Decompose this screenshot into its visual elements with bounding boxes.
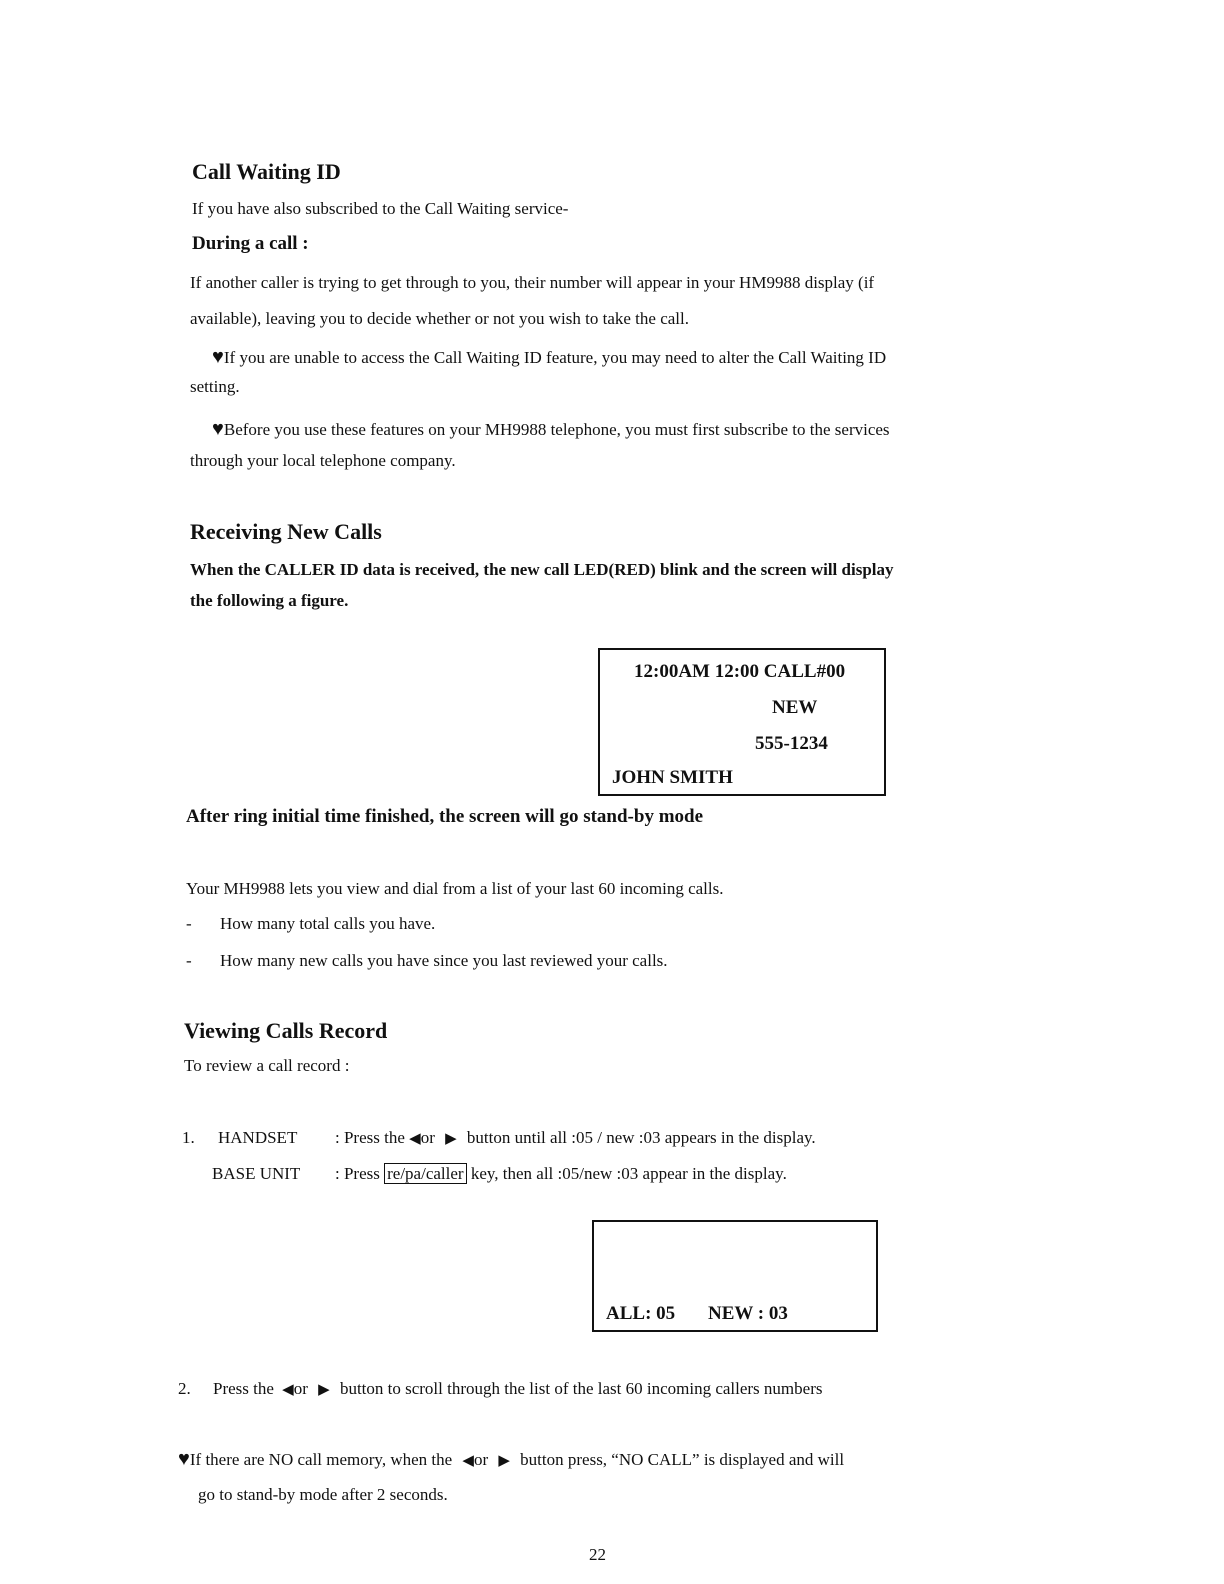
section-title-viewing-calls-record: Viewing Calls Record bbox=[184, 1018, 388, 1043]
lcd-time-row: 12:00AM 12:00 CALL#00 bbox=[634, 661, 846, 682]
subtitle-during-call: During a call : bbox=[192, 233, 309, 254]
step2-button-text: button to scroll through the list of the last 60 incoming callers numbers bbox=[339, 1379, 823, 1398]
heart-icon: ♥ bbox=[178, 1448, 190, 1470]
base-key-text: key, then all :05/new :03 appear in the display. bbox=[470, 1164, 787, 1183]
section-title-call-waiting-id: Call Waiting ID bbox=[192, 159, 341, 184]
step1-label: HANDSET bbox=[218, 1128, 298, 1147]
cwid-para1-line2: available), leaving you to decide whether or not you wish to take the call. bbox=[190, 309, 689, 328]
lcd-new-label: NEW bbox=[772, 697, 818, 718]
step1-button-text: button until all :05 / new :03 appears in the display. bbox=[466, 1128, 816, 1147]
base-unit-text bbox=[335, 1164, 787, 1184]
list-item-new bbox=[186, 951, 668, 971]
no-call-note-a: If there are NO call memory, when the bbox=[189, 1450, 453, 1469]
list-item-total-text: How many total calls you have. bbox=[220, 914, 436, 933]
receiving-line2: the following a figure. bbox=[190, 591, 349, 610]
no-call-note-b: button press, “NO CALL” is displayed and will bbox=[520, 1450, 845, 1469]
step1-num: 1. bbox=[182, 1128, 195, 1147]
step2-press: Press the bbox=[213, 1379, 274, 1398]
lcd-caller-name: JOHN SMITH bbox=[612, 767, 733, 788]
or-text: or bbox=[420, 1128, 435, 1147]
cwid-note1-text: If you are unable to access the Call Waiting ID feature, you may need to alter the Call Waiting ID bbox=[223, 348, 887, 367]
cwid-para1-line1: If another caller is trying to get through to you, their number will appear in your HM9988 display (if bbox=[190, 273, 875, 292]
lcd-display-new-call bbox=[598, 648, 886, 796]
cwid-note1-line1 bbox=[212, 347, 886, 368]
page-number: 22 bbox=[589, 1545, 606, 1564]
step2-num: 2. bbox=[178, 1379, 191, 1398]
left-arrow-icon: ◀ bbox=[282, 1382, 294, 1398]
step1-text bbox=[335, 1128, 816, 1148]
cwid-note1-line2: setting. bbox=[190, 377, 240, 396]
list-intro: Your MH9988 lets you view and dial from a list of your last 60 incoming calls. bbox=[186, 879, 724, 898]
lcd-display-call-count bbox=[592, 1220, 878, 1332]
step2-text bbox=[213, 1379, 822, 1399]
viewing-intro: To review a call record : bbox=[184, 1056, 350, 1075]
list-item-total bbox=[186, 914, 436, 934]
base-unit-label: BASE UNIT bbox=[212, 1164, 301, 1183]
right-arrow-icon: ▶ bbox=[498, 1453, 510, 1469]
list-dash: - bbox=[186, 951, 192, 970]
right-arrow-icon: ▶ bbox=[445, 1131, 457, 1147]
list-dash: - bbox=[186, 914, 192, 933]
no-call-note-line1 bbox=[178, 1449, 844, 1470]
standby-note: After ring initial time finished, the screen will go stand-by mode bbox=[186, 806, 704, 827]
cwid-note2-line1 bbox=[212, 419, 890, 440]
lcd-new-count: NEW : 03 bbox=[708, 1303, 788, 1324]
no-call-note-line2: go to stand-by mode after 2 seconds. bbox=[198, 1485, 448, 1504]
step1-press: : Press the bbox=[335, 1128, 405, 1147]
cwid-intro: If you have also subscribed to the Call Waiting service- bbox=[192, 199, 569, 218]
caller-key: re/pa/caller bbox=[384, 1163, 466, 1184]
base-press: : Press bbox=[335, 1164, 380, 1183]
right-arrow-icon: ▶ bbox=[318, 1382, 330, 1398]
or-text: or bbox=[293, 1379, 308, 1398]
heart-icon: ♥ bbox=[212, 346, 224, 368]
left-arrow-icon: ◀ bbox=[409, 1131, 421, 1147]
section-title-receiving-new-calls: Receiving New Calls bbox=[190, 519, 382, 544]
list-item-new-text: How many new calls you have since you last reviewed your calls. bbox=[220, 951, 668, 970]
left-arrow-icon: ◀ bbox=[462, 1453, 474, 1469]
receiving-line1: When the CALLER ID data is received, the new call LED(RED) blink and the screen will display bbox=[190, 560, 894, 579]
cwid-note2-text: Before you use these features on your MH9988 telephone, you must first subscribe to the services bbox=[223, 420, 890, 439]
lcd-all-count: ALL: 05 bbox=[606, 1303, 676, 1324]
heart-icon: ♥ bbox=[212, 418, 224, 440]
lcd-phone-number: 555-1234 bbox=[755, 733, 828, 754]
cwid-note2-line2: through your local telephone company. bbox=[190, 451, 456, 470]
or-text: or bbox=[473, 1450, 489, 1469]
